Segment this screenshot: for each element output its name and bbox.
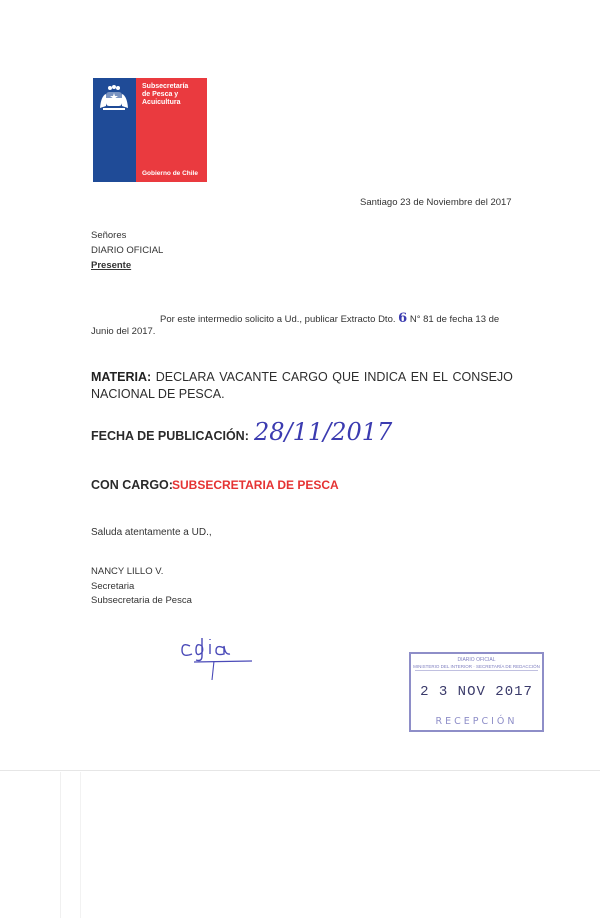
materia-line-1 — [91, 369, 513, 386]
body-line-1-post: N° 81 de fecha 13 de — [407, 314, 500, 325]
stamp-subheader: MINISTERIO DEL INTERIOR · SECRETARÍA DE REDACCIÓN — [413, 664, 540, 669]
materia-word: EN — [410, 370, 429, 384]
materia-word: QUE — [332, 370, 360, 384]
materia-word: VACANTE — [219, 370, 278, 384]
logo-org-line-1: Subsecretaría — [142, 83, 189, 90]
signer-name: NANCY LILLO V. — [91, 566, 164, 577]
materia-line-2: NACIONAL DE PESCA. — [91, 387, 225, 401]
logo-org-name — [142, 83, 188, 107]
materia-word: CONSEJO — [452, 370, 513, 384]
signer-title: Secretaria — [91, 581, 135, 592]
body-line-1-pre: Por este intermedio solicito a Ud., publicar Extracto Dto. — [160, 314, 396, 325]
stamp-header: DIARIO OFICIAL — [457, 657, 496, 663]
materia-word: INDICA — [363, 370, 407, 384]
materia-word: DECLARA — [155, 370, 215, 384]
body-line-2: Junio del 2017. — [91, 326, 156, 337]
cargo-value: SUBSECRETARIA DE PESCA — [172, 478, 339, 492]
reception-stamp — [409, 652, 544, 732]
handwritten-publication-date — [252, 410, 393, 450]
signer-office: Subsecretaria de Pesca — [91, 595, 192, 606]
publication-date-label: FECHA DE PUBLICACIÓN: — [91, 429, 249, 443]
materia-word: CARGO — [281, 370, 328, 384]
logo-org-line-2: de Pesca y — [142, 91, 179, 98]
materia-word: EL — [432, 370, 448, 384]
scan-line-right — [80, 772, 81, 918]
handwritten-initials — [172, 628, 262, 684]
stamp-divider — [415, 670, 538, 671]
scan-line-left — [60, 772, 61, 918]
stamp-label: RECEPCIÓN — [435, 716, 518, 727]
body-handwritten-number: 6 — [398, 311, 408, 326]
letter-date: Santiago 23 de Noviembre del 2017 — [360, 197, 512, 208]
stamp-date: 2 3 NOV 2017 — [420, 684, 533, 700]
letterhead-logo — [93, 78, 207, 182]
cargo-label: CON CARGO: — [91, 478, 173, 492]
page-fold-line — [0, 770, 600, 771]
materia-label: MATERIA: — [91, 370, 152, 384]
addressee-salutation: Señores — [91, 230, 127, 241]
addressee-presente: Presente — [91, 260, 132, 271]
logo-org-line-3: Acuicultura — [142, 99, 181, 106]
addressee-name: DIARIO OFICIAL — [91, 245, 164, 256]
handwritten-date-text: 28/11/2017 — [254, 418, 393, 446]
logo-government: Gobierno de Chile — [142, 170, 198, 177]
body-line-1 — [160, 311, 499, 326]
coat-of-arms-icon — [97, 84, 131, 112]
closing-salutation: Saluda atentamente a UD., — [91, 527, 212, 538]
materia-block — [91, 369, 513, 403]
